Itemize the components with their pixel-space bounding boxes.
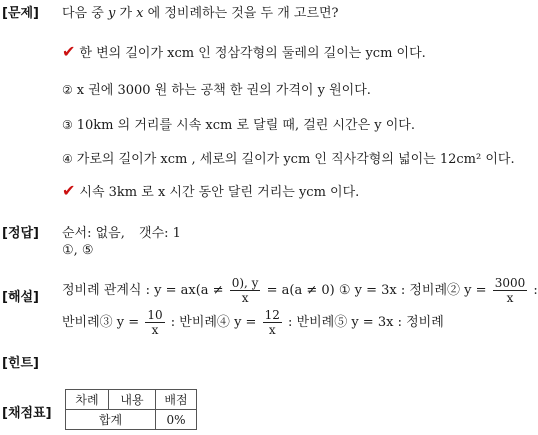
option-1[interactable] xyxy=(62,42,426,61)
option-2[interactable] xyxy=(62,79,371,98)
fraction-numerator: 12 xyxy=(264,308,280,322)
fraction xyxy=(145,308,164,337)
option-number: ③ xyxy=(62,118,73,132)
fraction-numerator: 3000 xyxy=(494,276,526,290)
score-total-label: 합계 xyxy=(66,410,156,430)
score-header-order: 차례 xyxy=(66,390,109,410)
question-var-y: y xyxy=(107,6,116,21)
explanation-line-2 xyxy=(62,308,444,337)
fraction xyxy=(493,276,528,305)
explanation-formula: 반비례③ y = xyxy=(62,315,140,330)
explanation-formula: = a(a ≠ 0) ① y = 3x : 정비례② y = xyxy=(266,283,487,298)
fraction-denominator: x xyxy=(268,323,276,337)
answer-order: 순서: 없음, xyxy=(62,226,125,241)
fraction-numerator: 0), y xyxy=(231,276,259,290)
explanation-formula: : 반비례④ y = xyxy=(170,315,257,330)
explanation-label: [해설] xyxy=(2,290,39,305)
fraction-numerator: 10 xyxy=(147,308,163,322)
fraction xyxy=(263,308,282,337)
score-total-value: 0% xyxy=(156,410,197,430)
question-prefix: 다음 중 xyxy=(62,6,104,21)
explanation-intro: 정비례 관계식 : xyxy=(62,283,150,298)
fraction-denominator: x xyxy=(241,291,249,305)
checkmark-icon: ✔ xyxy=(62,181,76,200)
explanation-formula: : 반비례⑤ y = 3x : 정비례 xyxy=(288,315,444,330)
option-text: 10km 의 거리를 시속 xcm 로 달릴 때, 걸린 시간은 y 이다. xyxy=(76,118,416,133)
question-var-x: x xyxy=(136,6,144,21)
option-number: ④ xyxy=(62,152,73,166)
question-suffix: 에 정비례하는 것을 두 개 고르면? xyxy=(147,6,339,21)
answer-choices: ①, ⑤ xyxy=(62,243,94,258)
question-mid: 가 xyxy=(119,6,133,21)
explanation-formula: : xyxy=(533,283,538,298)
score-table xyxy=(65,389,197,430)
option-number: ② xyxy=(62,83,73,97)
explanation-line-1 xyxy=(62,276,538,305)
score-label: [채점표] xyxy=(2,406,52,421)
question-text xyxy=(62,2,339,21)
fraction-denominator: x xyxy=(506,291,514,305)
problem-label: [문제] xyxy=(2,6,39,21)
score-header-content: 내용 xyxy=(109,390,156,410)
answer-meta xyxy=(62,222,181,241)
option-5[interactable] xyxy=(62,181,359,200)
answer-count: 갯수: 1 xyxy=(139,226,181,241)
hint-label: [힌트] xyxy=(2,356,39,371)
option-text: 한 변의 길이가 xcm 인 정삼각형의 둘레의 길이는 ycm 이다. xyxy=(79,46,426,61)
option-text: x 권에 3000 원 하는 공책 한 권의 가격이 y 원이다. xyxy=(76,83,371,98)
option-4[interactable] xyxy=(62,148,515,167)
option-3[interactable] xyxy=(62,114,415,133)
explanation-formula: y = ax(a ≠ xyxy=(154,283,224,298)
answer-label: [정답] xyxy=(2,226,39,241)
option-text: 시속 3km 로 x 시간 동안 달린 거리는 ycm 이다. xyxy=(79,185,360,200)
fraction xyxy=(230,276,261,305)
checkmark-icon: ✔ xyxy=(62,42,76,61)
score-header-points: 배점 xyxy=(156,390,197,410)
option-text: 가로의 길이가 xcm , 세로의 길이가 ycm 인 직사각형의 넓이는 12cm² 이다. xyxy=(76,152,515,167)
fraction-denominator: x xyxy=(151,323,159,337)
